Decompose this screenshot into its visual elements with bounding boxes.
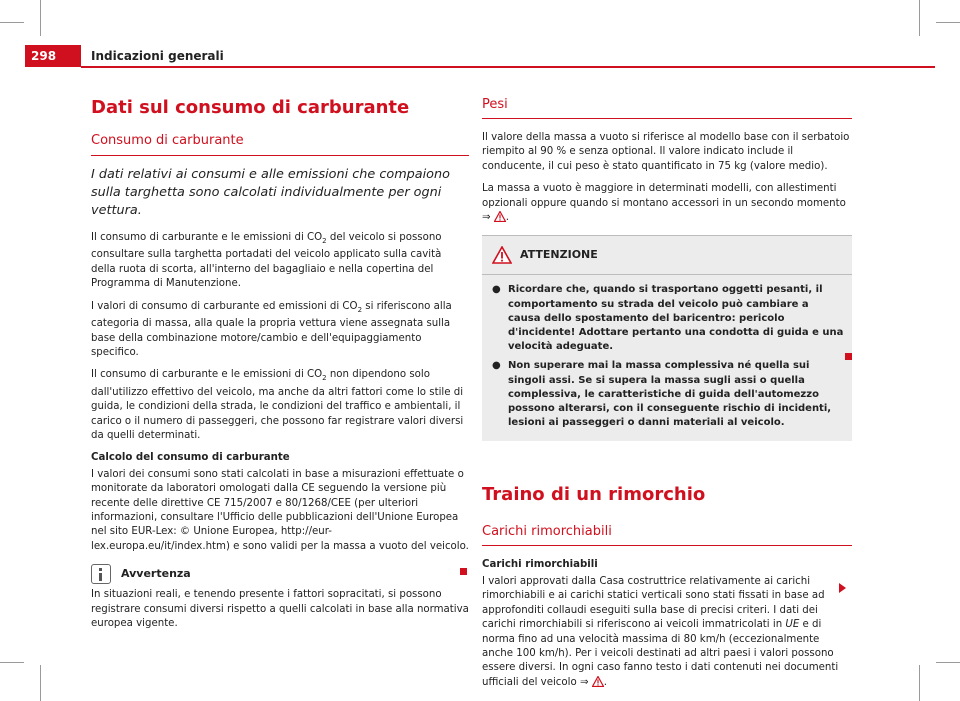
warning-triangle-icon <box>494 211 506 222</box>
paragraph: La massa a vuoto è maggiore in determinati modelli, con allestimenti opzionali oppure quando si montano accessori in un secondo momento ⇒ . <box>482 183 846 224</box>
warning-title: ATTENZIONE <box>520 248 598 262</box>
crop-mark <box>919 0 920 36</box>
pesi-rule <box>482 118 852 119</box>
section-end-mark <box>460 568 467 575</box>
continued-arrow-icon <box>839 583 846 593</box>
warning-triangle-icon <box>592 676 604 687</box>
subsection-rule <box>91 155 469 156</box>
carichi-title: Carichi rimorchiabili <box>482 524 612 540</box>
warning-item: ● Ricordare che, quando si trasportano oggetti pesanti, il comportamento su strada del veicolo può cambiare a causa dello spostamento del baricentro: pericolo d'incidente! Adottare pertanto una condotta di guida e una velocità adeguate. <box>492 284 844 353</box>
crop-mark <box>919 665 920 701</box>
warning-item: ● Non superare mai la massa complessiva né quella sui singoli assi. Se si supera la massa sugli assi o quella complessiva, le caratteristiche di guida dell'automezzo possono alterarsi, con il conseguente rischio di incidenti, lesioni ai passeggeri o danni materiali al veicolo. <box>492 360 832 429</box>
crop-mark <box>0 22 24 23</box>
crop-mark <box>936 662 960 663</box>
right-column <box>482 96 852 698</box>
note-text: In situazioni reali, e tenendo presente i fattori sopracitati, si possono registrare consumi diversi rispetto a quelli calcolati in base alla normativa europea vigente. <box>91 589 469 630</box>
crop-mark <box>40 0 41 36</box>
running-header-title: Indicazioni generali <box>91 49 224 63</box>
header-rule <box>81 66 935 68</box>
page-number: 298 <box>31 49 57 63</box>
note-box <box>91 564 469 631</box>
traino-title: Traino di un rimorchio <box>482 484 706 506</box>
info-icon <box>91 564 111 584</box>
paragraph: I valori di consumo di carburante ed emissioni di $CO_2$ si riferiscono alla categoria di massa, alla quale la propria vettura viene assegnata sulla base della combinazione motore/cambio e dell'equipaggiamento specifico. <box>91 300 452 358</box>
paragraph: I valori approvati dalla Casa costruttrice relativamente ai carichi rimorchiabili e ai carichi statici verticali sono stati fissati in base ad approfonditi collaudi eseguiti sulla base di precisi criteri. I dati dei carichi rimorchiabili si riferiscono ai veicoli immatricolati in UE e di norma fino ad una velocità massima di 80 km/h (eccezionalmente anche 100 km/h). Per i veicoli destinati ad altri paesi i valori possono essere diversi. In ogni caso fanno testo i dati contenuti nei documenti ufficiali del veicolo ⇒ . <box>482 575 839 688</box>
carichi-heading: Carichi rimorchiabili <box>482 559 598 571</box>
left-column <box>91 96 469 631</box>
lead-paragraph: I dati relativi ai consumi e alle emissioni che compaiono sulla targhetta sono calcolati individualmente per ogni vettura. <box>91 167 450 218</box>
pesi-title: Pesi <box>482 97 508 112</box>
warning-end-mark <box>845 353 852 360</box>
crop-mark <box>0 662 24 663</box>
paragraph: Il consumo di carburante e le emissioni di $CO_2$ del veicolo si possono consultare sulla targhetta portadati del veicolo applicato sulla cavità della ruota di scorta, all'interno del bagagliaio e nella copertina del Programma di Manutenzione. <box>91 232 442 290</box>
warning-box <box>482 235 852 441</box>
warning-triangle-icon <box>492 246 512 264</box>
paragraph: Il valore della massa a vuoto si riferisce al modello base con il serbatoio riempito al 90 % e senza optional. Il valore indicato include il conducente, il cui peso è stato quantificato in 75 kg (valore medio). <box>482 132 850 172</box>
note-title: Avvertenza <box>121 567 191 581</box>
calc-heading: Calcolo del consumo di carburante <box>91 452 290 464</box>
carichi-rule <box>482 545 852 546</box>
paragraph: Il consumo di carburante e le emissioni di $CO_2$ non dipendono solo dall'utilizzo effettivo del veicolo, ma anche da altri fattori come lo stile di guida, le condizioni della strada, le condizioni del traffico e ambientali, il carico o il numero di passeggeri, che possono far registrare valori diversi da quelli determinati. <box>91 369 464 441</box>
crop-mark <box>40 665 41 701</box>
section-title: Dati sul consumo di carburante <box>91 97 410 118</box>
paragraph: I valori dei consumi sono stati calcolati in base a misurazioni effettuate o monitorate da laboratori omologati dalla CE seguendo la versione più recente delle direttive CE 715/2007 e 80/1268/CEE (per ulteriori informazioni, consultare l'Ufficio delle pubblicazioni dell'Unione Europea nel sito EUR-Lex: © Unione Europea, http://eur-lex.europa.eu/it/index.htm) e sono validi per la massa a vuoto del veicolo. <box>91 468 469 552</box>
crop-mark <box>936 22 960 23</box>
subsection-title: Consumo di carburante <box>91 133 244 148</box>
